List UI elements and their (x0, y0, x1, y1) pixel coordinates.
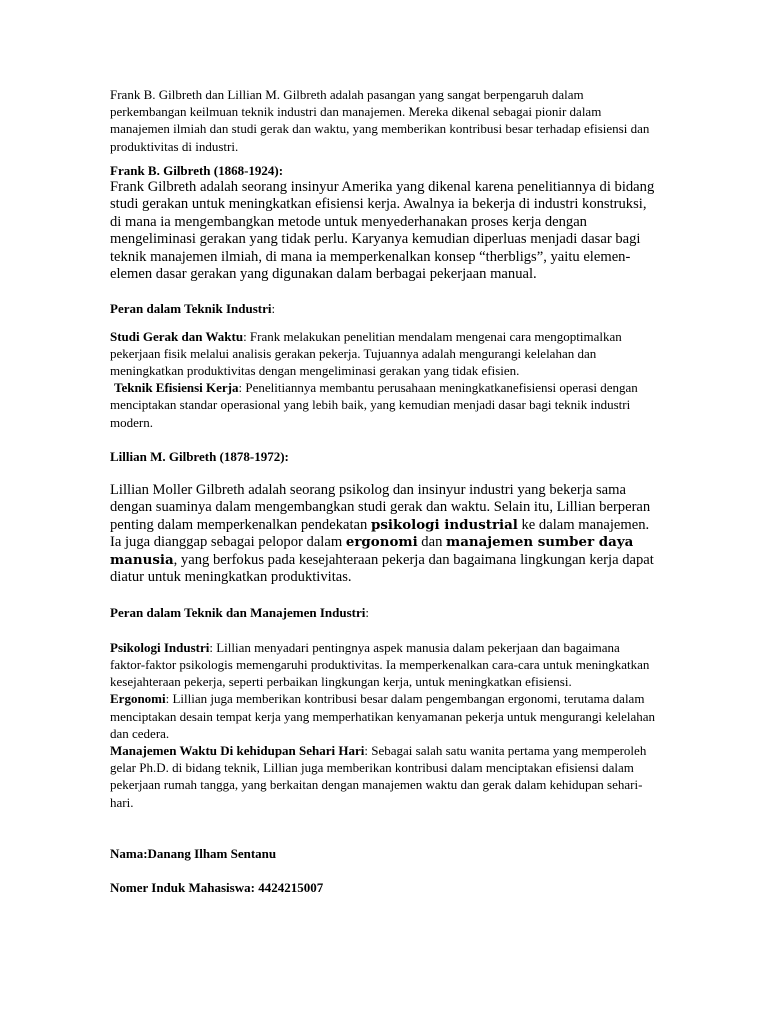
lillian-role-time-management (110, 742, 658, 811)
role-desc: : Sebagai salah satu wanita pertama yang memperoleh gelar Ph.D. di bidang teknik, Lillian juga memberikan kontribusi dalam menciptakan efisiensi dalam pekerjaan rumah tangga, yang berkaitan dengan manajemen waktu dan gerak dalam kehidupan sehari-hari. (110, 742, 647, 810)
frank-heading: Frank B. Gilbreth (1868-1924): (110, 162, 284, 178)
lillian-heading: Lillian M. Gilbreth (1878-1972): (110, 448, 289, 464)
role-term: Psikologi Industri (110, 639, 210, 655)
frank-role-efficiency (110, 379, 658, 431)
student-id: Nomer Induk Mahasiswa: 4424215007 (110, 879, 324, 895)
role-desc: : Lillian juga memberikan kontribusi besar dalam pengembangan ergonomi, terutama dalam menciptakan desain tempat kerja yang memperhatikan kenyamanan pekerja untuk mengurangi kelelahan dan cedera. (110, 691, 656, 741)
lillian-bio: Lillian Moller Gilbreth adalah seorang psikolog dan insinyur industri yang bekerja sama dengan suaminya dalam mengembangkan studi gerak dan waktu. Selain itu, Lillian berperan penting dalam memperkenalkan pendekatan psikologi industrial ke dalam manajemen. Ia juga dianggap sebagai pelopor dalam ergonomi dan manajemen sumber daya manusia, yang berfokus pada kesejahteraan pekerja dan bagaimana lingkungan kerja dapat diatur untuk meningkatkan produktivitas. (110, 482, 654, 586)
frank-bio: Frank Gilbreth adalah seorang insinyur Amerika yang dikenal karena penelitiannya di bidang studi gerakan untuk meningkatkan efisiensi kerja. Awalnya ia bekerja di industri konstruksi, di mana ia mengembangkan metode untuk menyederhanakan proses kerja dengan mengeliminasi gerakan yang tidak perlu. Karyanya kemudian diperluas menjadi dasar bagi teknik manajemen ilmiah, di mana ia memperkenalkan konsep “therbligs”, yaitu elemen-elemen dasar gerakan yang digunakan dalam berbagai pekerjaan manual. (110, 179, 655, 283)
role-term: Manajemen Waktu Di kehidupan Sehari Hari (110, 742, 365, 758)
role-desc: : Frank melakukan penelitian mendalam mengenai cara mengoptimalkan pekerjaan fisik melalui analisis gerakan pekerja. Tujuannya adalah mengurangi kelelahan dan meningkatkan produktivitas dengan mengeliminasi gerakan yang tidak efisien. (110, 328, 622, 379)
frank-role-motion-study (110, 328, 658, 380)
document-body (110, 86, 658, 896)
lillian-role-heading: Peran dalam Teknik dan Manajemen Industri: (110, 604, 369, 620)
frank-role-heading: Peran dalam Teknik Industri: (110, 301, 276, 317)
intro-paragraph: Frank B. Gilbreth dan Lillian M. Gilbreth adalah pasangan yang sangat berpengaruh dalam perkembangan keilmuan teknik industri dan manajemen. Mereka dikenal sebagai pionir dalam manajemen ilmiah dan studi gerak dan waktu, yang memberikan kontribusi besar terhadap efisiensi dan produktivitas di industri. (110, 87, 650, 154)
lillian-role-psychology (110, 639, 658, 691)
role-desc: : Penelitiannya membantu perusahaan meningkatkanefisiensi operasi dengan menciptakan standar operasional yang lebih baik, yang kemudian menjadi dasar bagi teknik industri modern. (110, 380, 638, 430)
student-name: Nama:Danang Ilham Sentanu (110, 845, 277, 861)
role-term: Teknik Efisiensi Kerja (114, 380, 239, 396)
role-term: Ergonomi (110, 691, 166, 707)
role-term: Studi Gerak dan Waktu (110, 328, 244, 344)
lillian-role-ergonomics (110, 690, 658, 742)
role-desc: : Lillian menyadari pentingnya aspek manusia dalam pekerjaan dan bagaimana faktor-faktor psikologis memengaruhi produktivitas. Ia memperkenalkan cara-cara untuk meningkatkan kesejahteraan pekerja, seperti perbaikan lingkungan kerja, untuk meningkatkan efisiensi. (110, 639, 650, 690)
